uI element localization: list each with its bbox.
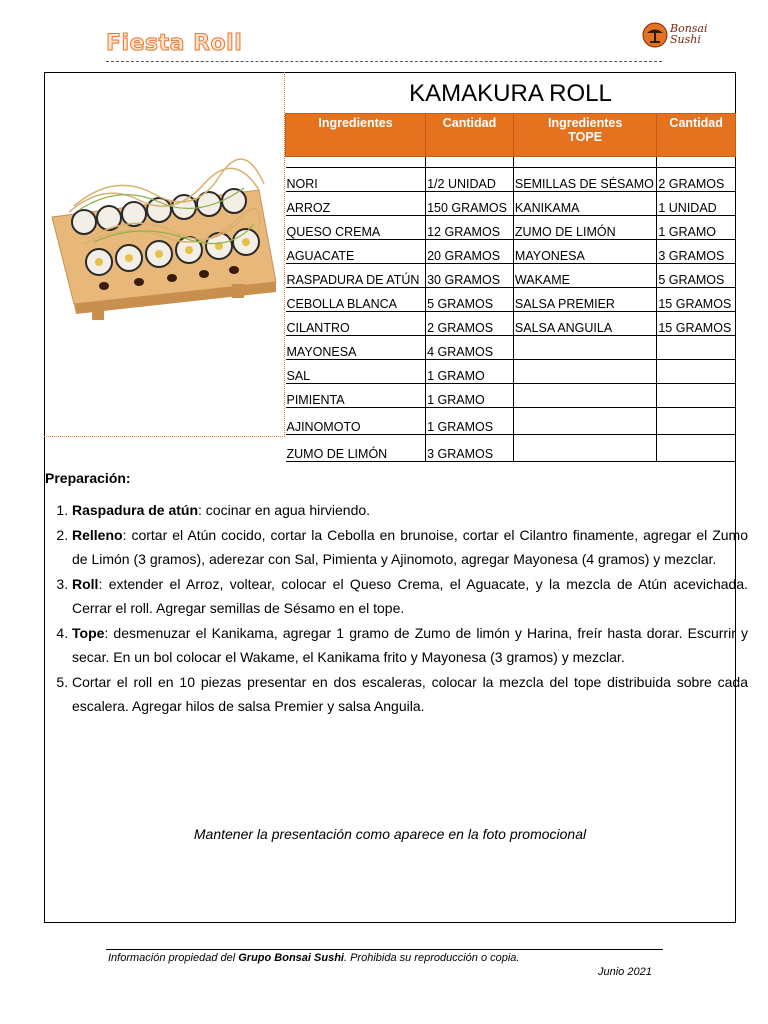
ingredient-amount: 1 GRAMOS bbox=[426, 408, 514, 435]
tope-ingredient-amount: 1 GRAMO bbox=[657, 216, 736, 240]
ingredients-table bbox=[285, 113, 736, 462]
step-keyword: Raspadura de atún bbox=[72, 502, 199, 518]
step-keyword: Relleno bbox=[72, 526, 123, 543]
ingredient-amount: 1/2 UNIDAD bbox=[426, 168, 514, 192]
ingredient-name: CEBOLLA BLANCA bbox=[286, 288, 426, 312]
ingredient-amount: 1 GRAMO bbox=[426, 384, 514, 408]
preparation-step bbox=[72, 670, 748, 719]
step-text: : cocinar en agua hirviendo. bbox=[198, 502, 371, 518]
logo-line-2: Sushi bbox=[670, 33, 701, 46]
sushi-photo bbox=[44, 72, 285, 437]
ingredient-name: ARROZ bbox=[286, 192, 426, 216]
ingredient-amount: 150 GRAMOS bbox=[426, 192, 514, 216]
ingredient-row bbox=[286, 360, 736, 384]
ingredient-row bbox=[286, 288, 736, 312]
bonsai-tree-icon bbox=[642, 22, 668, 48]
footer-prefix: Información propiedad del bbox=[108, 952, 239, 964]
preparation-step bbox=[72, 523, 748, 572]
step-text: : extender el Arroz, voltear, colocar el Queso Crema, el Aguacate, y la mezcla de Atún acevichada. Cerrar el roll. Agregar semillas de Sésamo en el tope. bbox=[72, 575, 748, 616]
tope-ingredient-name bbox=[513, 336, 656, 360]
logo-text bbox=[670, 23, 708, 45]
brand-title: Fiesta Roll bbox=[106, 31, 243, 56]
footer-divider bbox=[106, 949, 663, 950]
bonsai-sushi-logo bbox=[642, 22, 712, 50]
ingredient-row bbox=[286, 336, 736, 360]
ingredient-name: ZUMO DE LIMÓN bbox=[286, 435, 426, 462]
tope-ingredient-amount bbox=[657, 384, 736, 408]
tope-ingredient-name bbox=[513, 384, 656, 408]
tope-ingredient-name bbox=[513, 408, 656, 435]
step-keyword: Roll bbox=[72, 575, 99, 592]
tope-ingredient-amount: 2 GRAMOS bbox=[657, 168, 736, 192]
ingredient-name: PIMIENTA bbox=[286, 384, 426, 408]
header-cantidad-tope: Cantidad bbox=[657, 114, 736, 157]
ingredient-row bbox=[286, 384, 736, 408]
ingredient-row bbox=[286, 240, 736, 264]
ingredient-amount: 20 GRAMOS bbox=[426, 240, 514, 264]
ingredient-amount: 1 GRAMO bbox=[426, 360, 514, 384]
tope-ingredient-name: SALSA ANGUILA bbox=[513, 312, 656, 336]
step-text: : desmenuzar el Kanikama, agregar 1 gramo de Zumo de limón y Harina, freír hasta dorar. Escurrir y secar. En un bol colocar el Wakame, el Kanikama frito y Mayonesa (3 gramos) y mezclar. bbox=[72, 624, 748, 665]
ingredient-row bbox=[286, 168, 736, 192]
header-ingredientes-tope: Ingredientes TOPE bbox=[513, 114, 656, 157]
tope-ingredient-name bbox=[513, 435, 656, 462]
tope-ingredient-name: SEMILLAS DE SÉSAMO bbox=[513, 168, 656, 192]
tope-ingredient-amount bbox=[657, 408, 736, 435]
preparation-step bbox=[72, 572, 748, 621]
ingredient-amount: 3 GRAMOS bbox=[426, 435, 514, 462]
spacer-row bbox=[286, 157, 736, 168]
ingredient-name: AJINOMOTO bbox=[286, 408, 426, 435]
ingredient-amount: 4 GRAMOS bbox=[426, 336, 514, 360]
ingredient-name: RASPADURA DE ATÚN bbox=[286, 264, 426, 288]
tope-ingredient-amount: 5 GRAMOS bbox=[657, 264, 736, 288]
step-keyword: Tope bbox=[72, 624, 105, 641]
tope-ingredient-amount bbox=[657, 336, 736, 360]
header-divider bbox=[106, 61, 662, 62]
preparation-steps bbox=[48, 498, 748, 719]
tope-ingredient-name: SALSA PREMIER bbox=[513, 288, 656, 312]
ingredient-name: NORI bbox=[286, 168, 426, 192]
header-cantidad: Cantidad bbox=[426, 114, 514, 157]
presentation-note: Mantener la presentación como aparece en la foto promocional bbox=[193, 826, 587, 842]
ingredient-row bbox=[286, 435, 736, 462]
ingredient-row bbox=[286, 264, 736, 288]
ingredient-row bbox=[286, 408, 736, 435]
recipe-title: KAMAKURA ROLL bbox=[409, 80, 612, 107]
tope-ingredient-name bbox=[513, 360, 656, 384]
tope-ingredient-name: ZUMO DE LIMÓN bbox=[513, 216, 656, 240]
footer-suffix: . Prohibida su reproducción o copia. bbox=[343, 952, 520, 964]
ingredient-amount: 5 GRAMOS bbox=[426, 288, 514, 312]
tope-ingredient-name: WAKAME bbox=[513, 264, 656, 288]
tope-ingredient-amount: 15 GRAMOS bbox=[657, 288, 736, 312]
step-text: Cortar el roll en 10 piezas presentar en dos escaleras, colocar la mezcla del tope distribuida sobre cada escalera. Agregar hilos de salsa Premier y salsa Anguila. bbox=[72, 673, 748, 714]
ingredient-name: QUESO CREMA bbox=[286, 216, 426, 240]
footer-notice bbox=[108, 952, 519, 964]
step-text: : cortar el Atún cocido, cortar la Cebolla en brunoise, cortar el Cilantro finamente, agregar el Zumo de Limón (3 gramos), aderezar con Sal, Pimienta y Ajinomoto, agregar Mayonesa (4 gramos) y mezclar. bbox=[72, 526, 748, 567]
preparation-step bbox=[72, 498, 748, 523]
ingredient-amount: 12 GRAMOS bbox=[426, 216, 514, 240]
ingredient-amount: 30 GRAMOS bbox=[426, 264, 514, 288]
ingredient-name: CILANTRO bbox=[286, 312, 426, 336]
tope-ingredient-name: KANIKAMA bbox=[513, 192, 656, 216]
ingredient-row bbox=[286, 312, 736, 336]
ingredients-header-row bbox=[286, 114, 736, 157]
footer-company: Grupo Bonsai Sushi bbox=[238, 952, 344, 964]
ingredient-row bbox=[286, 192, 736, 216]
tope-ingredient-amount: 3 GRAMOS bbox=[657, 240, 736, 264]
ingredients-body bbox=[286, 157, 736, 462]
footer-date: Junio 2021 bbox=[598, 966, 652, 978]
ingredient-row bbox=[286, 216, 736, 240]
header-ingredientes: Ingredientes bbox=[286, 114, 426, 157]
tope-ingredient-amount bbox=[657, 435, 736, 462]
ingredient-name: AGUACATE bbox=[286, 240, 426, 264]
ingredient-name: MAYONESA bbox=[286, 336, 426, 360]
tope-ingredient-amount: 15 GRAMOS bbox=[657, 312, 736, 336]
ingredient-amount: 2 GRAMOS bbox=[426, 312, 514, 336]
tope-ingredient-name: MAYONESA bbox=[513, 240, 656, 264]
logo-line-1: Bonsai bbox=[670, 22, 708, 35]
ingredient-name: SAL bbox=[286, 360, 426, 384]
tope-ingredient-amount bbox=[657, 360, 736, 384]
preparation-title: Preparación: bbox=[45, 470, 131, 486]
preparation-step bbox=[72, 621, 748, 670]
tope-ingredient-amount: 1 UNIDAD bbox=[657, 192, 736, 216]
